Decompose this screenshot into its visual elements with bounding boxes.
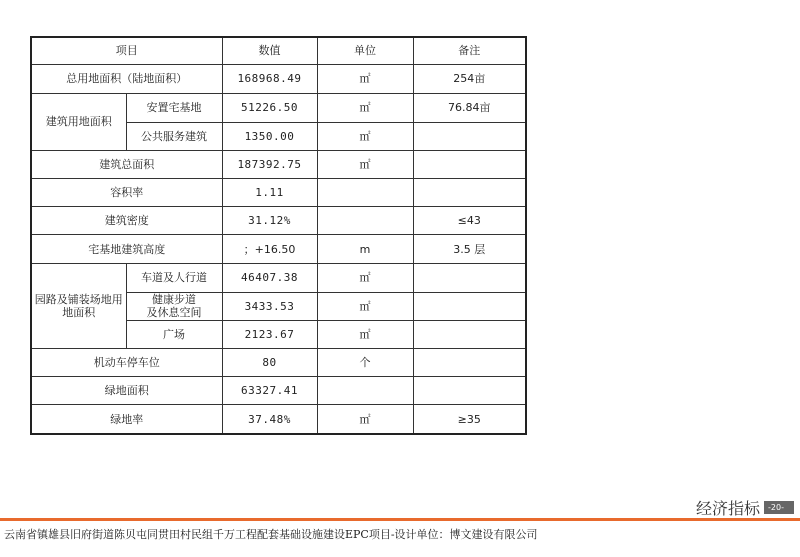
table-row xyxy=(31,405,526,434)
page-title: 经济指标 xyxy=(696,498,761,518)
row-label: 广场 xyxy=(126,320,222,348)
row-label: 建筑密度 xyxy=(31,207,222,235)
row-value: 63327.41 xyxy=(222,377,317,405)
table-row xyxy=(31,179,526,207)
row-label: 车道及人行道 xyxy=(126,263,222,292)
group-label: 建筑用地面积 xyxy=(31,93,126,150)
row-value: 3433.53 xyxy=(222,292,317,320)
footer-text: 云南省镇雄县旧府街道陈贝屯同贯田村民组千万工程配套基础设施建设EPC项目-设计单位：博文建设有限公司 xyxy=(4,528,538,541)
row-value: 80 xyxy=(222,349,317,377)
row-note xyxy=(413,122,526,150)
table-row xyxy=(31,349,526,377)
header-value: 数值 xyxy=(222,37,317,64)
row-unit: ㎡ xyxy=(317,151,413,179)
row-unit: ㎡ xyxy=(317,320,413,348)
row-value: 2123.67 xyxy=(222,320,317,348)
row-unit: ㎡ xyxy=(317,122,413,150)
table-row xyxy=(31,151,526,179)
row-unit: ㎡ xyxy=(317,263,413,292)
row-unit xyxy=(317,179,413,207)
row-label: 容积率 xyxy=(31,179,222,207)
row-label: 总用地面积（陆地面积） xyxy=(31,64,222,93)
row-note xyxy=(413,377,526,405)
table-row xyxy=(31,377,526,405)
table-header-row xyxy=(31,37,526,64)
row-note xyxy=(413,349,526,377)
footer-divider xyxy=(0,518,800,521)
row-unit: ㎡ xyxy=(317,405,413,434)
header-unit: 单位 xyxy=(317,37,413,64)
row-value: 37.48% xyxy=(222,405,317,434)
row-note: 3.5 层 xyxy=(413,235,526,263)
table-row xyxy=(31,64,526,93)
row-unit xyxy=(317,207,413,235)
row-value: 168968.49 xyxy=(222,64,317,93)
row-label: 公共服务建筑 xyxy=(126,122,222,150)
row-value: 51226.50 xyxy=(222,93,317,122)
row-value: 1350.00 xyxy=(222,122,317,150)
row-note: ≤43 xyxy=(413,207,526,235)
row-unit: ㎡ xyxy=(317,93,413,122)
row-value: 46407.38 xyxy=(222,263,317,292)
row-note xyxy=(413,179,526,207)
row-label: 安置宅基地 xyxy=(126,93,222,122)
page-label xyxy=(696,498,794,516)
header-note: 备注 xyxy=(413,37,526,64)
row-value: ；+16.50 xyxy=(222,235,317,263)
header-item: 项目 xyxy=(31,37,222,64)
economic-indicators-table xyxy=(30,36,527,435)
row-value: 187392.75 xyxy=(222,151,317,179)
row-label: 机动车停车位 xyxy=(31,349,222,377)
row-label: 绿地面积 xyxy=(31,377,222,405)
page-number: -20- xyxy=(764,501,794,514)
row-label: 绿地率 xyxy=(31,405,222,434)
row-label: 宅基地建筑高度 xyxy=(31,235,222,263)
table-row xyxy=(31,235,526,263)
row-unit: ㎡ xyxy=(317,64,413,93)
table-row xyxy=(31,263,526,292)
row-label-line: 及休息空间 xyxy=(146,306,202,320)
row-label-line: 健康步道 xyxy=(152,293,196,307)
table-row xyxy=(31,207,526,235)
row-note: 254亩 xyxy=(413,64,526,93)
row-unit: ㎡ xyxy=(317,292,413,320)
row-note xyxy=(413,263,526,292)
row-unit: m xyxy=(317,235,413,263)
row-label xyxy=(126,292,222,320)
table-row xyxy=(31,93,526,122)
group-label: 园路及铺装场地用地面积 xyxy=(31,263,126,348)
row-label: 建筑总面积 xyxy=(31,151,222,179)
row-note xyxy=(413,320,526,348)
row-note: ≥35 xyxy=(413,405,526,434)
row-note xyxy=(413,292,526,320)
row-note: 76.84亩 xyxy=(413,93,526,122)
row-note xyxy=(413,151,526,179)
row-value: 31.12% xyxy=(222,207,317,235)
row-unit: 个 xyxy=(317,349,413,377)
row-unit xyxy=(317,377,413,405)
row-value: 1.11 xyxy=(222,179,317,207)
